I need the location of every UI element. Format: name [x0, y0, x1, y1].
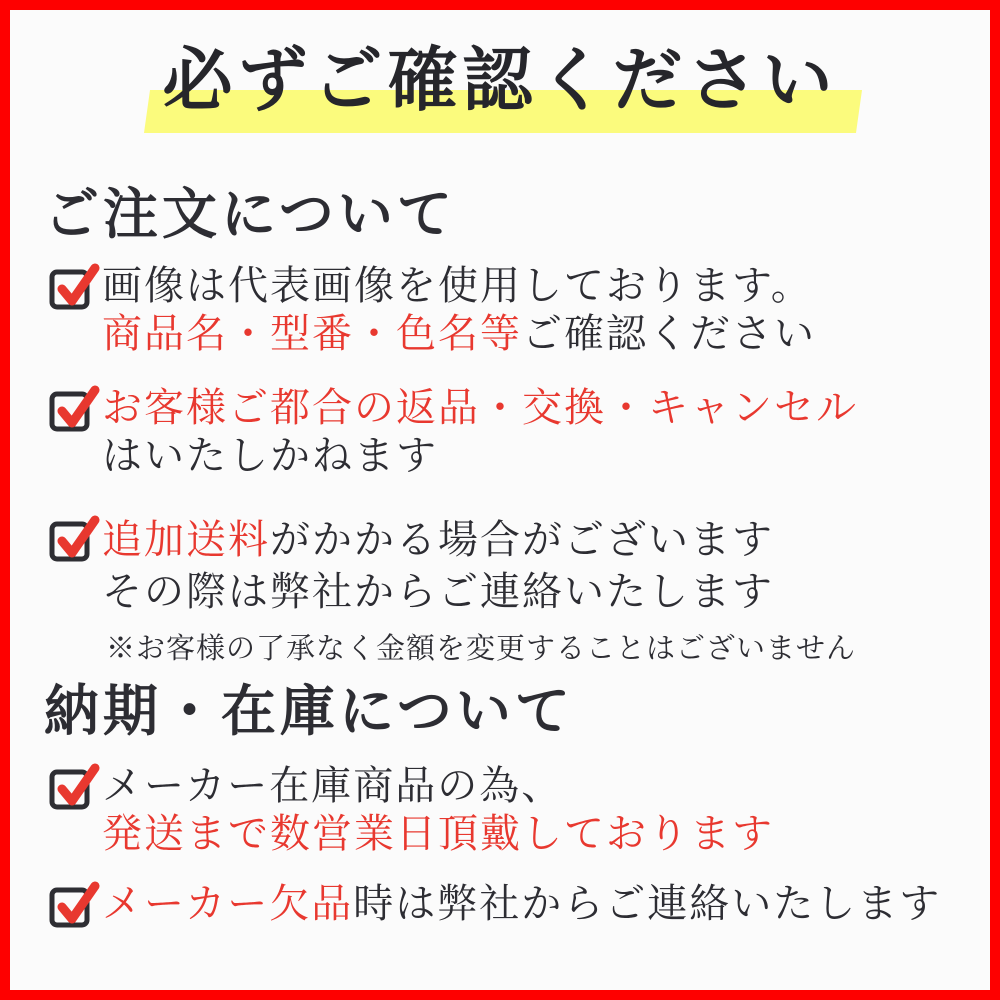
item-line — [102, 810, 774, 858]
checkbox-check-icon — [48, 382, 100, 434]
checkbox-check-icon — [48, 878, 100, 930]
item-note: ※お客様の了承なく金額を変更することはございません — [106, 631, 857, 665]
item-line — [102, 432, 858, 480]
item-text-black: 時は弊社からご連絡いたします — [353, 881, 942, 927]
item-text — [102, 880, 941, 928]
item-text-black: 画像は代表画像を使用しております。 — [102, 263, 813, 309]
item-line — [102, 514, 856, 566]
list-item-maker-stock — [48, 762, 774, 858]
item-text-black: その際は弊社からご連絡いたします — [102, 569, 774, 615]
item-text-red: メーカー欠品 — [102, 881, 354, 927]
item-text-black: がかかる場合がございます — [270, 517, 774, 563]
list-item-maker-shortage — [48, 880, 941, 930]
item-text-red: お客様ご都合の返品・交換・キャンセル — [102, 385, 858, 431]
item-line — [102, 310, 816, 358]
item-text-red: 発送まで数営業日頂戴しております — [102, 811, 774, 857]
list-item-returns — [48, 384, 858, 480]
checkbox-check-icon — [48, 512, 100, 564]
item-text-black: はいたしかねます — [102, 433, 438, 479]
checkbox-check-icon — [48, 260, 100, 312]
item-text-black: メーカー在庫商品の為、 — [102, 763, 564, 809]
item-text-black: ご確認ください — [522, 311, 816, 357]
item-line — [102, 384, 858, 432]
item-text-red: 商品名・型番・色名等 — [102, 311, 522, 357]
item-text — [102, 514, 856, 674]
section-order-heading: ご注文について — [44, 181, 456, 246]
item-text — [102, 384, 858, 480]
item-text — [102, 762, 774, 858]
item-line — [102, 880, 941, 928]
checkbox-check-icon — [48, 760, 100, 812]
title-area — [0, 40, 1000, 120]
item-line — [102, 762, 774, 810]
page-title: 必ずご確認ください — [162, 38, 838, 121]
list-item-representative-image — [48, 262, 816, 358]
list-item-extra-shipping — [48, 514, 856, 674]
item-line — [102, 566, 856, 618]
item-text-red: 追加送料 — [102, 517, 270, 563]
section-stock-heading: 納期・在庫について — [44, 678, 574, 743]
item-text — [102, 262, 816, 358]
item-line — [102, 262, 816, 310]
